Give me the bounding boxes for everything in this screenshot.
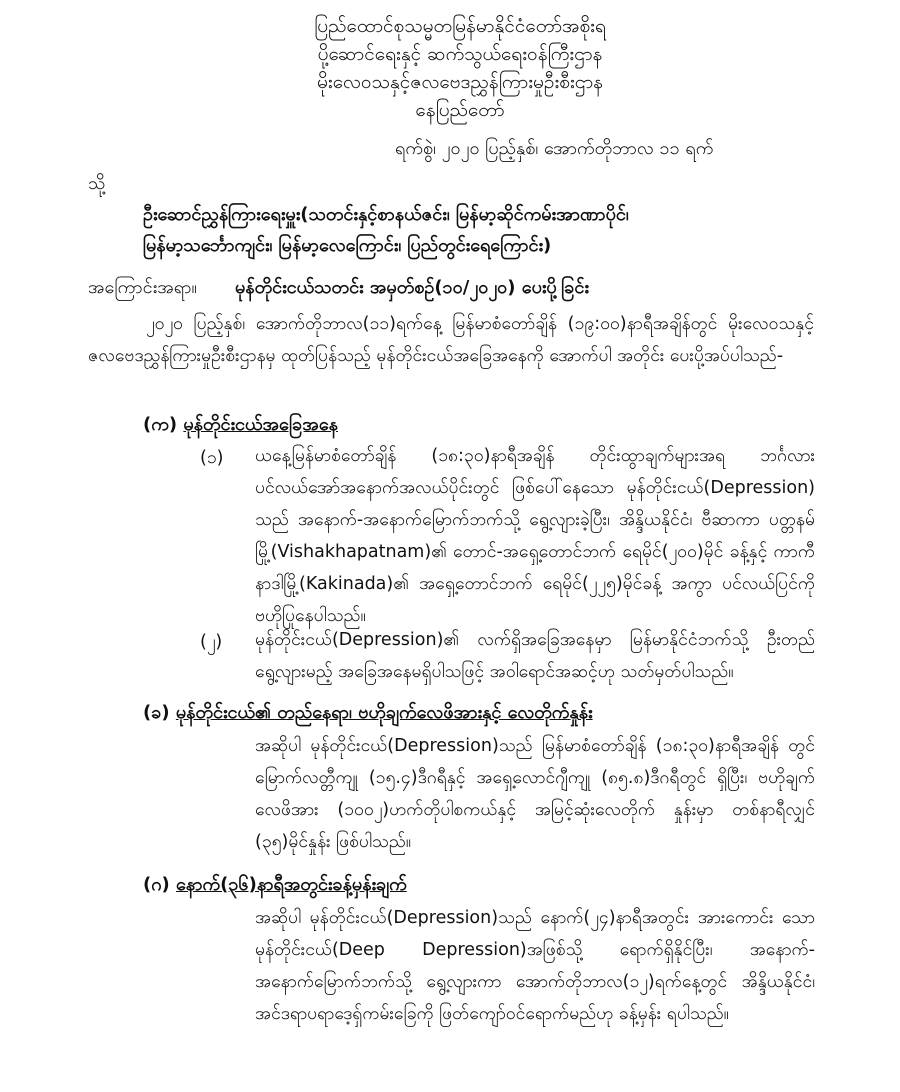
section-c-marker: (ဂ) bbox=[143, 874, 170, 895]
header-city: နေပြည်တော် bbox=[415, 99, 505, 121]
section-b-title: မုန်တိုင်းငယ်၏ တည်နေရာ၊ ဗဟိုချက်လေဖိအားနှင့် လေတိုက်နှုန်း bbox=[175, 702, 593, 723]
section-c-title: နောက်(၃၆)နာရီအတွင်းခန့်မှန်းချက် bbox=[176, 874, 407, 895]
section-b-text: အဆိုပါ မုန်တိုင်းငယ်(Depression)သည် မြန်မာစံတော်ချိန် (၁၈:၃၀)နာရီအချိန် တွင် မြောက်လတ္တီကျု (၁၅.၄)ဒီဂရီနှင့် အရှေ့လောင်ဂျီကျု (၈၅.၈)ဒီဂရီတွင် ရှိပြီး၊ ဗဟိုချက်လေဖိအား (၁၀၀၂)ဟက်တိုပါစကယ်နှင့် အမြင့်ဆုံးလေတိုက် နှုန်းမှာ တစ်နာရီလျှင် (၃၅)မိုင်နှုန်း ဖြစ်ပါသည်။ bbox=[255, 736, 815, 852]
section-b-heading bbox=[143, 700, 593, 726]
to-label: သို့ bbox=[88, 173, 106, 194]
header-government: ပြည်ထောင်စုသမ္မတမြန်မာနိုင်ငံတော်အစိုးရ bbox=[314, 15, 606, 37]
recipient-line-2: မြန်မာ့သင်္ဘောကျင်း၊ မြန်မာ့လေကြောင်း၊ ပြည်တွင်းရေကြောင်း) bbox=[143, 235, 552, 256]
subject-text: မုန်တိုင်းငယ်သတင်း အမှတ်စဉ်(၁၀/၂၀၂၀) ပေးပို့ခြင်း bbox=[235, 277, 589, 298]
item-1-number: (၁) bbox=[200, 448, 224, 468]
header-ministry: ပို့ဆောင်ရေးနှင့် ဆက်သွယ်ရေးဝန်ကြီးဌာန bbox=[317, 43, 603, 65]
date-line: ရက်စွဲ၊ ၂၀၂၀ ပြည့်နှစ်၊ အောက်တိုဘာလ ၁၁ ရက် bbox=[395, 138, 714, 159]
section-b-marker: (ခ) bbox=[143, 702, 170, 723]
section-c-text: အဆိုပါ မုန်တိုင်းငယ်(Depression)သည် နောက်(၂၄)နာရီအတွင်း အားကောင်း သော မုန်တိုင်းငယ်(Deep Depression)အဖြစ်သို့ ရောက်ရှိနိုင်ပြီး၊ အနောက်- အနောက်မြောက်ဘက်သို့ ရွေ့လျားကာ အောက်တိုဘာလ(၁၂)ရက်နေ့တွင် အိန္ဒိယနိုင်ငံ၊ အင်ဒရာပရာဒေ့ရှ်ကမ်းခြေကို ဖြတ်ကျော်ဝင်ရောက်မည်ဟု ခန့်မှန်း ရပါသည်။ bbox=[255, 908, 815, 1024]
intro-paragraph: ၂၀၂၀ ပြည့်နှစ်၊ အောက်တိုဘာလ(၁၁)ရက်နေ့ မြန်မာစံတော်ချိန် (၁၉:၀၀)နာရီအချိန်တွင် မိုးလေဝသနှင့် ဇလဗေဒညွှန်ကြားမှုဦးစီးဌာနမှ ထုတ်ပြန်သည့် မုန်တိုင်းငယ်အခြေအနေကို အောက်ပါ အတိုင်း ပေးပို့အပ်ပါသည်- bbox=[88, 314, 814, 366]
section-a-title: မုန်တိုင်းငယ်အခြေအနေ bbox=[183, 414, 338, 435]
section-a-heading bbox=[143, 412, 338, 438]
header-department: မိုးလေဝသနှင့်ဇလဗေဒညွှန်ကြားမှုဦးစီးဌာန bbox=[317, 71, 603, 93]
section-c-heading bbox=[143, 872, 407, 898]
item-2-text: မုန်တိုင်းငယ်(Depression)၏ လက်ရှိအခြေအနေမှာ မြန်မာနိုင်ငံဘက်သို့ ဦးတည် ရွေ့လျားမည့် အခြေအနေမရှိပါသဖြင့် အဝါရောင်အဆင့်ဟု သတ်မှတ်ပါသည်။ bbox=[255, 630, 815, 682]
section-a-marker: (က) bbox=[143, 414, 178, 435]
subject-label: အကြောင်းအရာ။ bbox=[88, 277, 197, 298]
item-1-text: ယနေ့မြန်မာစံတော်ချိန် (၁၈:၃၀)နာရီအချိန် တိုင်းထွာချက်များအရ ဘင်္ဂလား ပင်လယ်အော်အနောက်အလယ်ပိုင်းတွင် ဖြစ်ပေါ်နေသော မုန်တိုင်းငယ်(Depression) သည် အနောက်-အနောက်မြောက်ဘက်သို့ ရွေ့လျားခဲ့ပြီး၊ အိန္ဒိယနိုင်ငံ၊ ဗီဆာကာ ပတ္တနမ်မြို့(Vishakhapatnam)၏ တောင်-အရှေ့တောင်ဘက် ရေမိုင်(၂၀၀)မိုင် ခန့်နှင့် ကာကီနာဒါမြို့(Kakinada)၏ အရှေ့တောင်ဘက် ရေမိုင်(၂၂၅)မိုင်ခန့် အကွာ ပင်လယ်ပြင်ကို ဗဟိုပြုနေပါသည်။ bbox=[255, 446, 815, 626]
item-2-number: (၂) bbox=[200, 632, 223, 652]
recipient-line-1: ဦးဆောင်ညွှန်ကြားရေးမှူး(သတင်းနှင့်စာနယ်ဇင်း၊ မြန်မာ့ဆိုင်ကမ်းအာဏာပိုင်၊ bbox=[143, 204, 629, 225]
